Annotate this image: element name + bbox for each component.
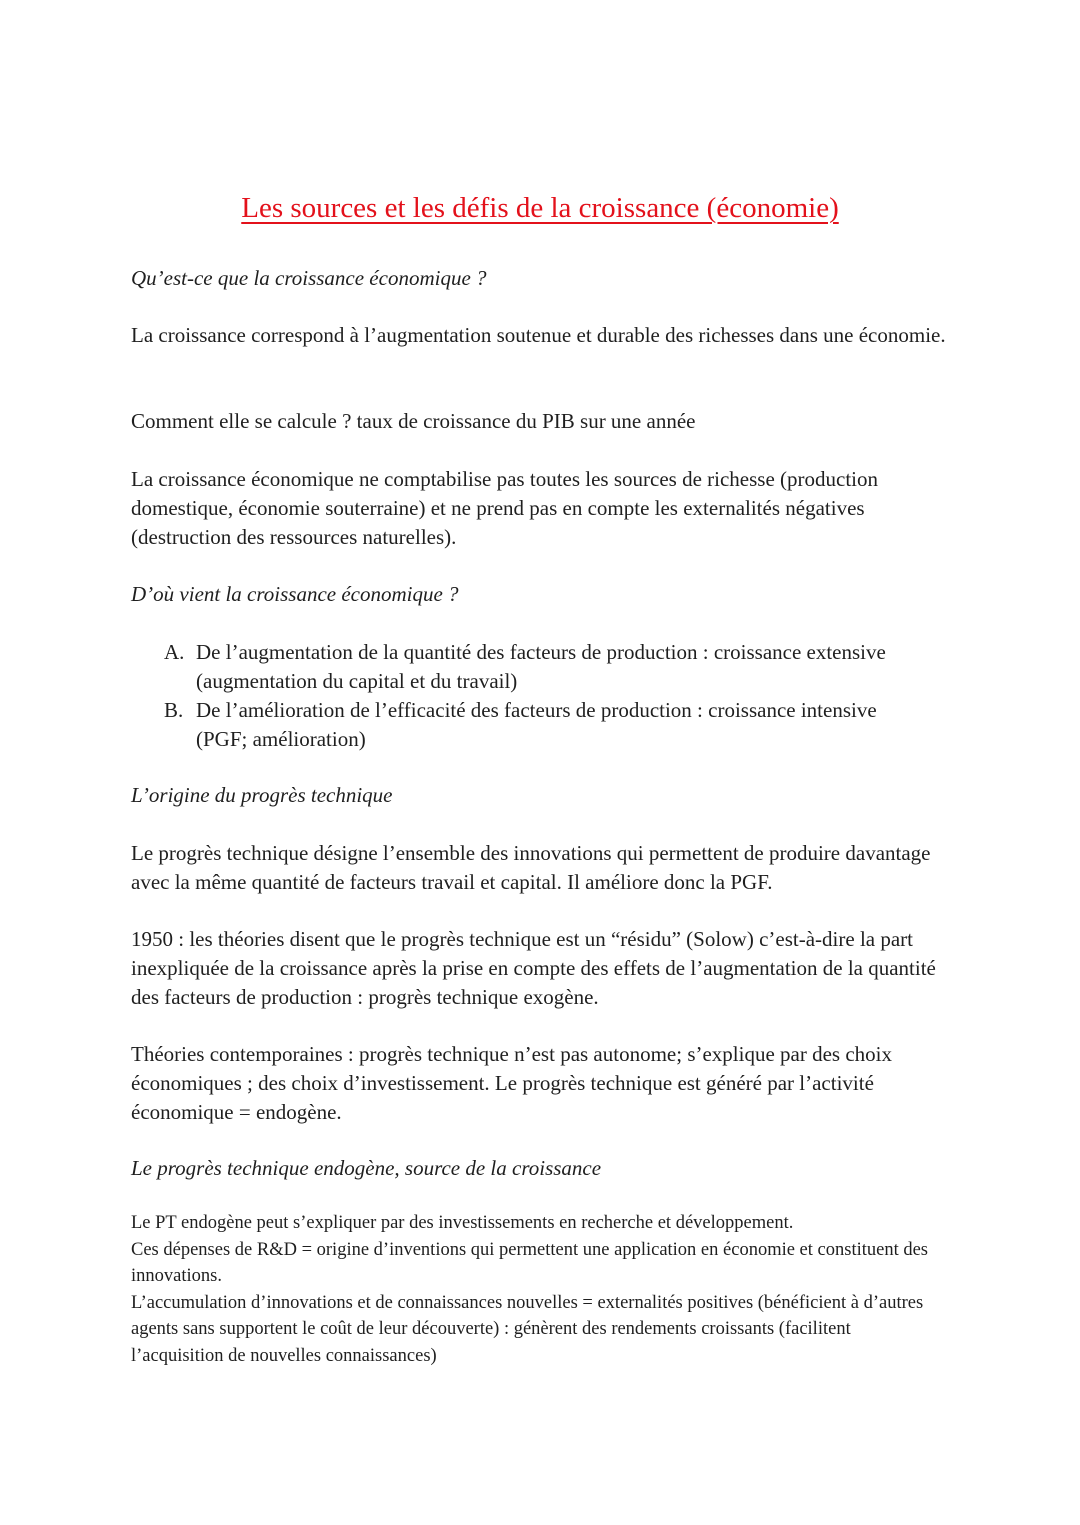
paragraph-definition: La croissance correspond à l’augmentation soutenue et durable des richesses dans une économie. <box>131 323 946 347</box>
list-item <box>131 696 931 754</box>
text-line: Ces dépenses de R&D = origine d’inventions qui permettent une application en économie et constituent des innovations. <box>131 1239 928 1286</box>
document-title: Les sources et les défis de la croissance (économie) <box>241 192 839 224</box>
paragraph-technical-progress: Le progrès technique désigne l’ensemble des innovations qui permettent de produire davantage avec la même quantité de facteurs travail et capital. Il améliore donc la PGF. <box>131 841 931 894</box>
list-item <box>131 638 931 696</box>
list-item-text: De l’amélioration de l’efficacité des facteurs de production : croissance intensive (PGF; amélioration) <box>196 698 877 751</box>
paragraph-solow-residual: 1950 : les théories disent que le progrès technique est un “résidu” (Solow) c’est-à-dire la part inexpliquée de la croissance après la prise en compte des effets de l’augmentation de la quantité des facteurs de production : progrès technique exogène. <box>131 927 936 1009</box>
section-heading-origin: D’où vient la croissance économique ? <box>131 582 459 606</box>
paragraph-endogenous-details <box>131 1210 931 1369</box>
section-heading-technical-progress: L’origine du progrès technique <box>131 783 393 807</box>
list-item-text: De l’augmentation de la quantité des facteurs de production : croissance extensive (augmentation du capital et du travail) <box>196 640 886 693</box>
paragraph-contemporary-theories: Théories contemporaines : progrès technique n’est pas autonome; s’explique par des choix économiques ; des choix d’investissement. Le progrès technique est généré par l’activité économique = endogène. <box>131 1042 893 1124</box>
paragraph-limits: La croissance économique ne comptabilise pas toutes les sources de richesse (production domestique, économie souterraine) et ne prend pas en compte les externalités négatives (destruction des ressources naturelles). <box>131 467 879 549</box>
growth-sources-list <box>131 638 931 754</box>
text-line: L’accumulation d’innovations et de connaissances nouvelles = externalités positives (bénéficient à d’autres agents sans supportent le coût de leur découverte) : génèrent des rendements croissants (facilitent l’acquisition de nouvelles connaissances) <box>131 1292 924 1366</box>
paragraph-calculation: Comment elle se calcule ? taux de croissance du PIB sur une année <box>131 409 696 433</box>
list-marker: B. <box>164 698 184 722</box>
text-line: Le PT endogène peut s’expliquer par des investissements en recherche et développement. <box>131 1213 794 1233</box>
section-heading-definition: Qu’est-ce que la croissance économique ? <box>131 266 487 290</box>
list-marker: A. <box>164 640 185 664</box>
section-heading-endogenous: Le progrès technique endogène, source de la croissance <box>131 1156 602 1180</box>
